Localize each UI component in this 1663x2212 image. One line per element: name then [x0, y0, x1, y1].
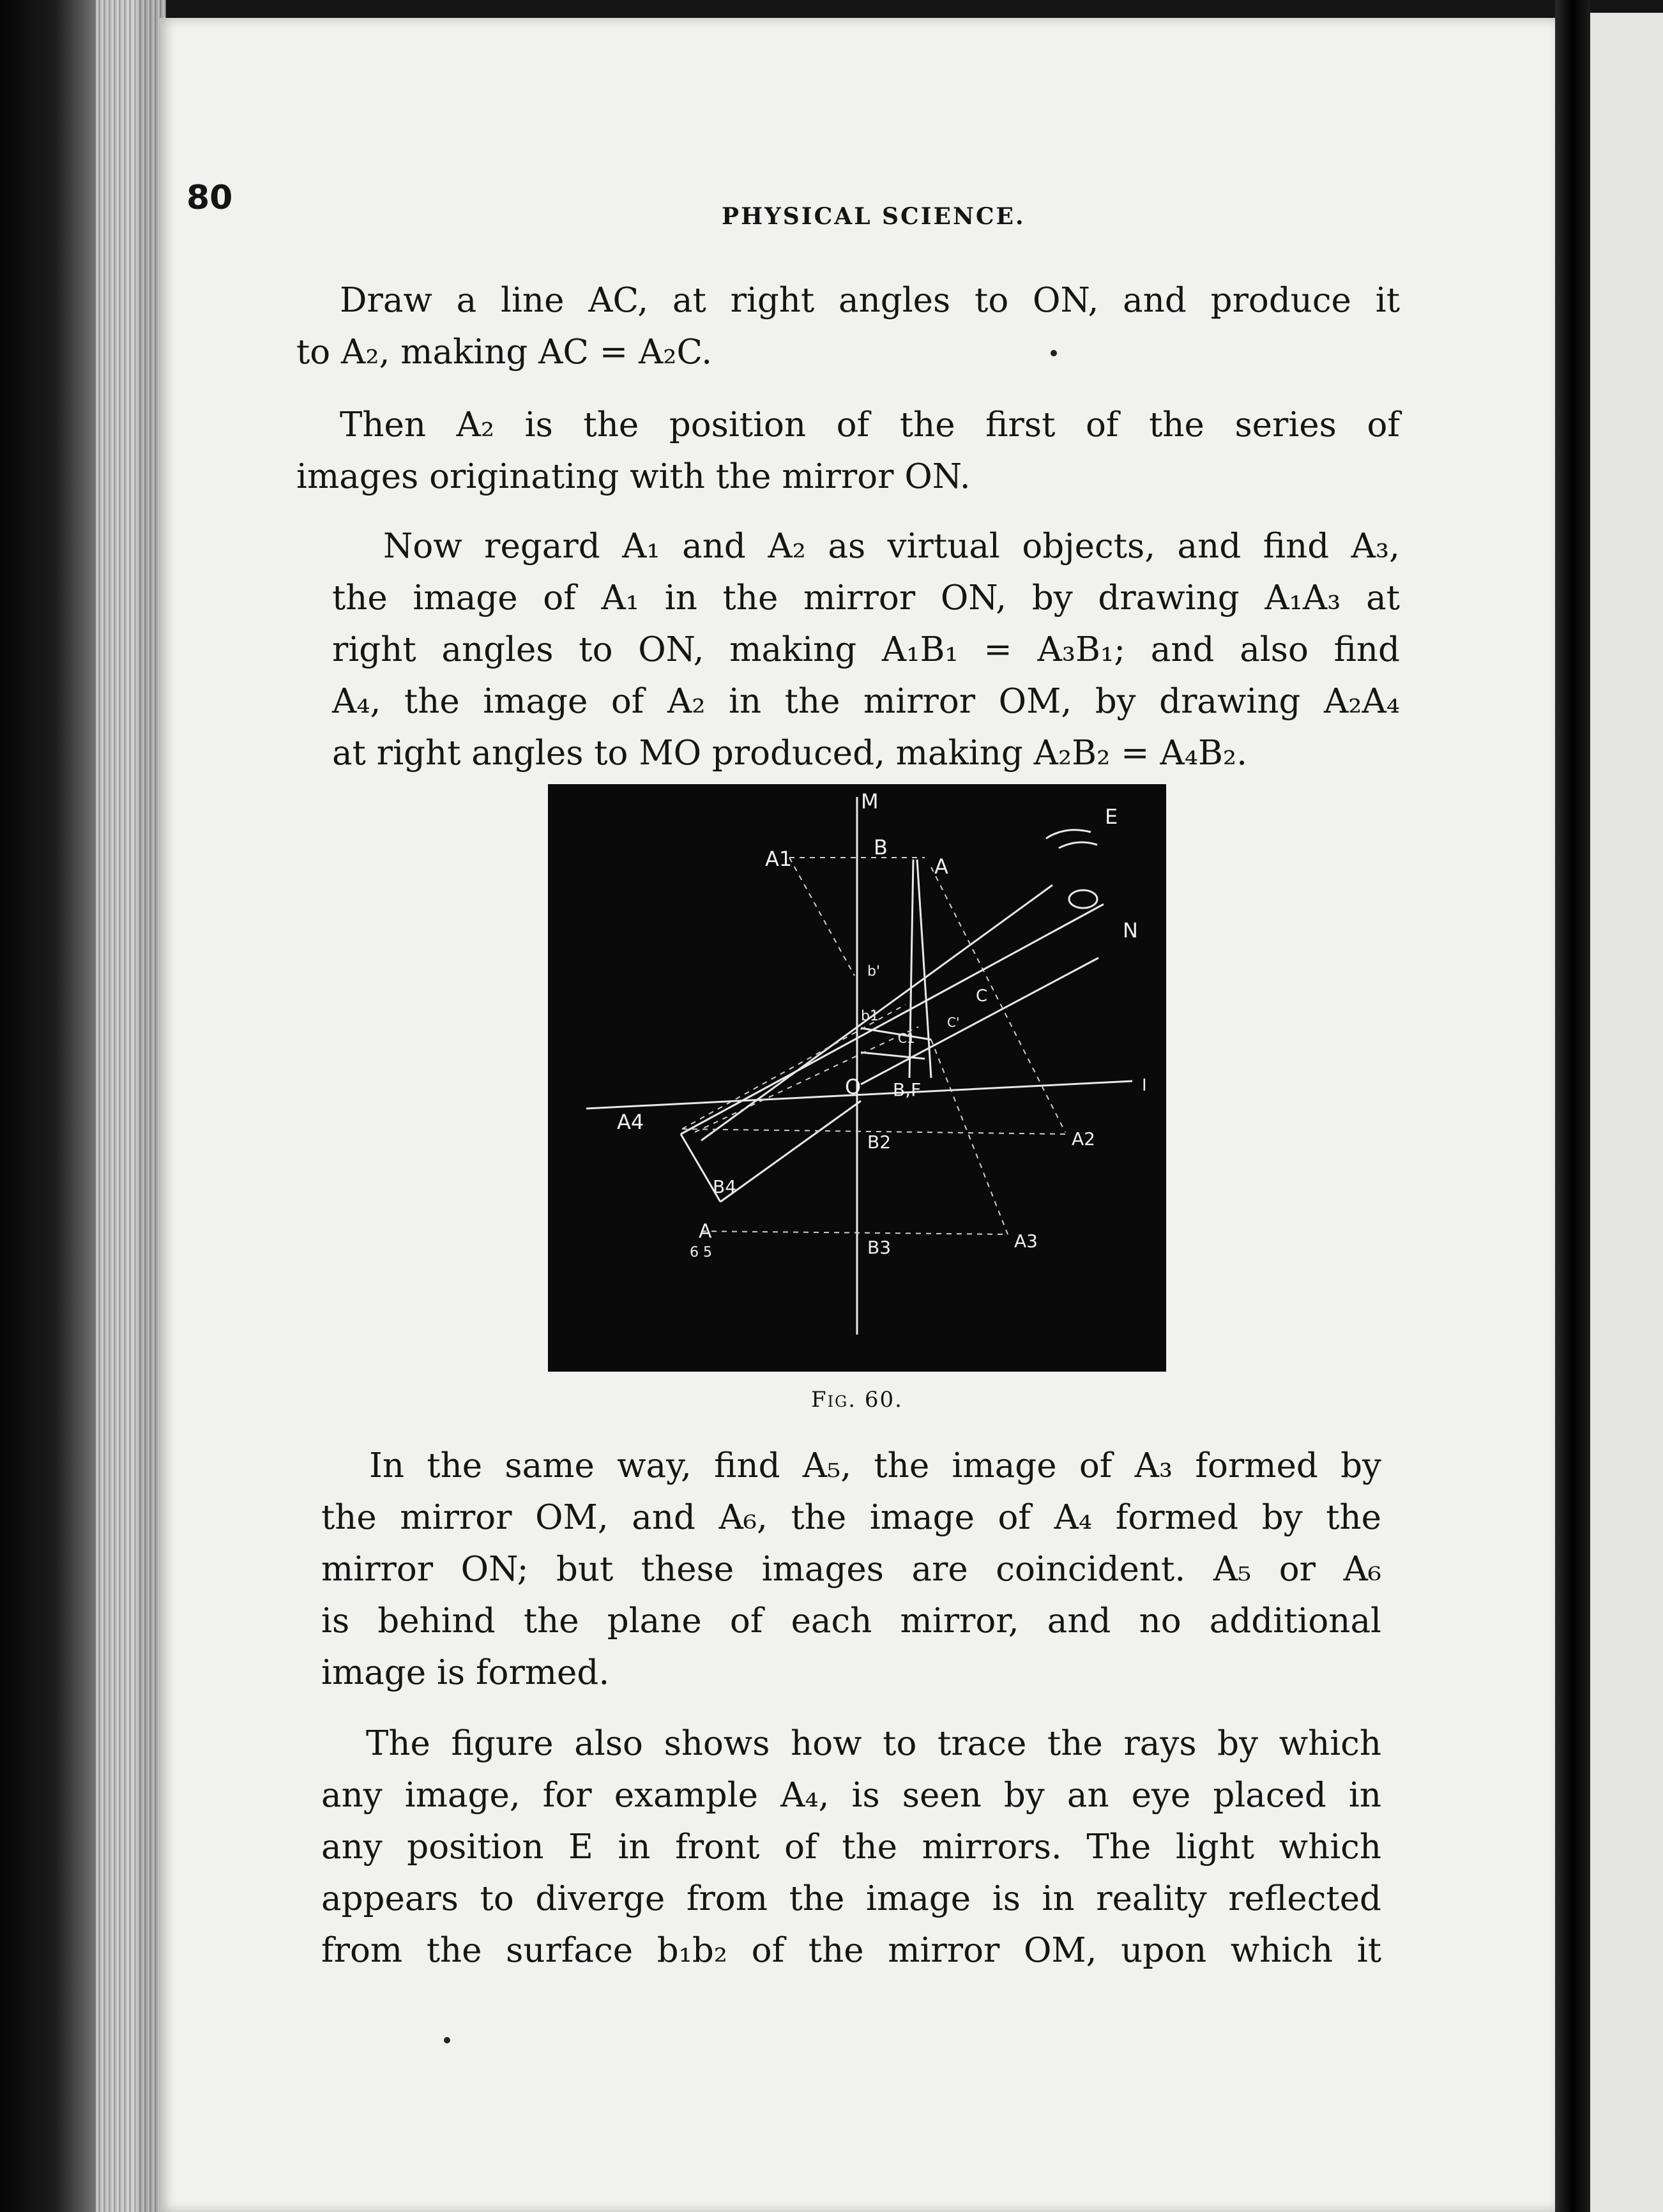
mirror-diagram — [548, 784, 1166, 1372]
label-a3: A3 — [1014, 1231, 1038, 1252]
label-b3: B3 — [867, 1237, 892, 1258]
text-line: appears to diverge from the image is in reality reflected — [321, 1879, 1381, 1918]
text-line: The figure also shows how to trace the rays by which — [366, 1724, 1381, 1763]
text-line: the mirror OM, and A₆, the image of A₄ formed by the — [321, 1498, 1381, 1537]
text-line: to A₂, making AC = A₂C. — [296, 333, 713, 372]
ink-speck — [1051, 350, 1057, 356]
label-b2: B2 — [867, 1132, 892, 1153]
label-o: O — [845, 1075, 862, 1099]
text-line: Now regard A₁ and A₂ as virtual objects, and find A₃, — [383, 527, 1400, 566]
book-gutter — [1555, 0, 1590, 2212]
paragraph — [296, 399, 1400, 503]
text-line: any image, for example A₄, is seen by an eye placed in — [321, 1776, 1381, 1815]
label-b: B — [874, 835, 888, 860]
label-a65-subscripts: 6 5 — [690, 1245, 712, 1261]
label-a2: A2 — [1072, 1128, 1095, 1149]
text-line: is behind the plane of each mirror, and no additional — [321, 1602, 1381, 1640]
ink-speck — [444, 2037, 450, 2043]
text-line: the image of A₁ in the mirror ON, by drawing A₁A₃ at — [332, 579, 1400, 617]
paragraph — [296, 275, 1400, 378]
text-line: mirror ON; but these images are coincident. A₅ or A₆ — [321, 1550, 1381, 1589]
label-b4: B4 — [713, 1176, 737, 1197]
page-number: 80 — [186, 179, 233, 217]
text-line: Then A₂ is the position of the first of the series of — [340, 405, 1400, 444]
page-edges — [96, 0, 166, 2212]
label-b1: b1 — [861, 1008, 879, 1024]
label-a: A — [934, 854, 948, 879]
label-e: E — [1105, 805, 1118, 829]
label-i: I — [1142, 1076, 1147, 1095]
facing-page-edge — [1590, 13, 1663, 2212]
label-c-prime: C' — [947, 1015, 960, 1030]
text-line: image is formed. — [321, 1653, 610, 1692]
text-line: at right angles to MO produced, making A₂B₂ = A₄B₂. — [332, 734, 1247, 773]
label-a4: A4 — [617, 1110, 644, 1134]
text-line: Draw a line AC, at right angles to ON, and produce it — [340, 281, 1400, 320]
label-m: M — [861, 789, 879, 814]
paragraph — [321, 1718, 1381, 1976]
paragraph — [332, 520, 1400, 779]
running-head: PHYSICAL SCIENCE. — [722, 203, 1026, 230]
text-line: images originating with the mirror ON. — [296, 457, 971, 496]
label-b1-f: B,F — [893, 1079, 922, 1100]
label-a65: A — [699, 1220, 712, 1243]
label-c1: C1 — [898, 1031, 915, 1046]
text-line: from the surface b₁b₂ of the mirror OM, upon which it — [321, 1931, 1381, 1970]
text-line: In the same way, find A₅, the image of A₃ formed by — [369, 1446, 1381, 1485]
figure-60-diagram — [548, 784, 1166, 1372]
text-line: A₄, the image of A₂ in the mirror OM, by drawing A₂A₄ — [332, 682, 1400, 721]
text-line: right angles to ON, making A₁B₁ = A₃B₁; and also find — [332, 630, 1400, 669]
text-line: any position E in front of the mirrors. The light which — [321, 1828, 1381, 1867]
label-b-prime: b' — [867, 964, 881, 980]
label-c: C — [976, 987, 988, 1006]
label-n: N — [1123, 918, 1138, 943]
figure-caption: Fig. 60. — [811, 1387, 903, 1413]
paragraph — [321, 1440, 1381, 1699]
label-a1: A1 — [765, 847, 793, 871]
